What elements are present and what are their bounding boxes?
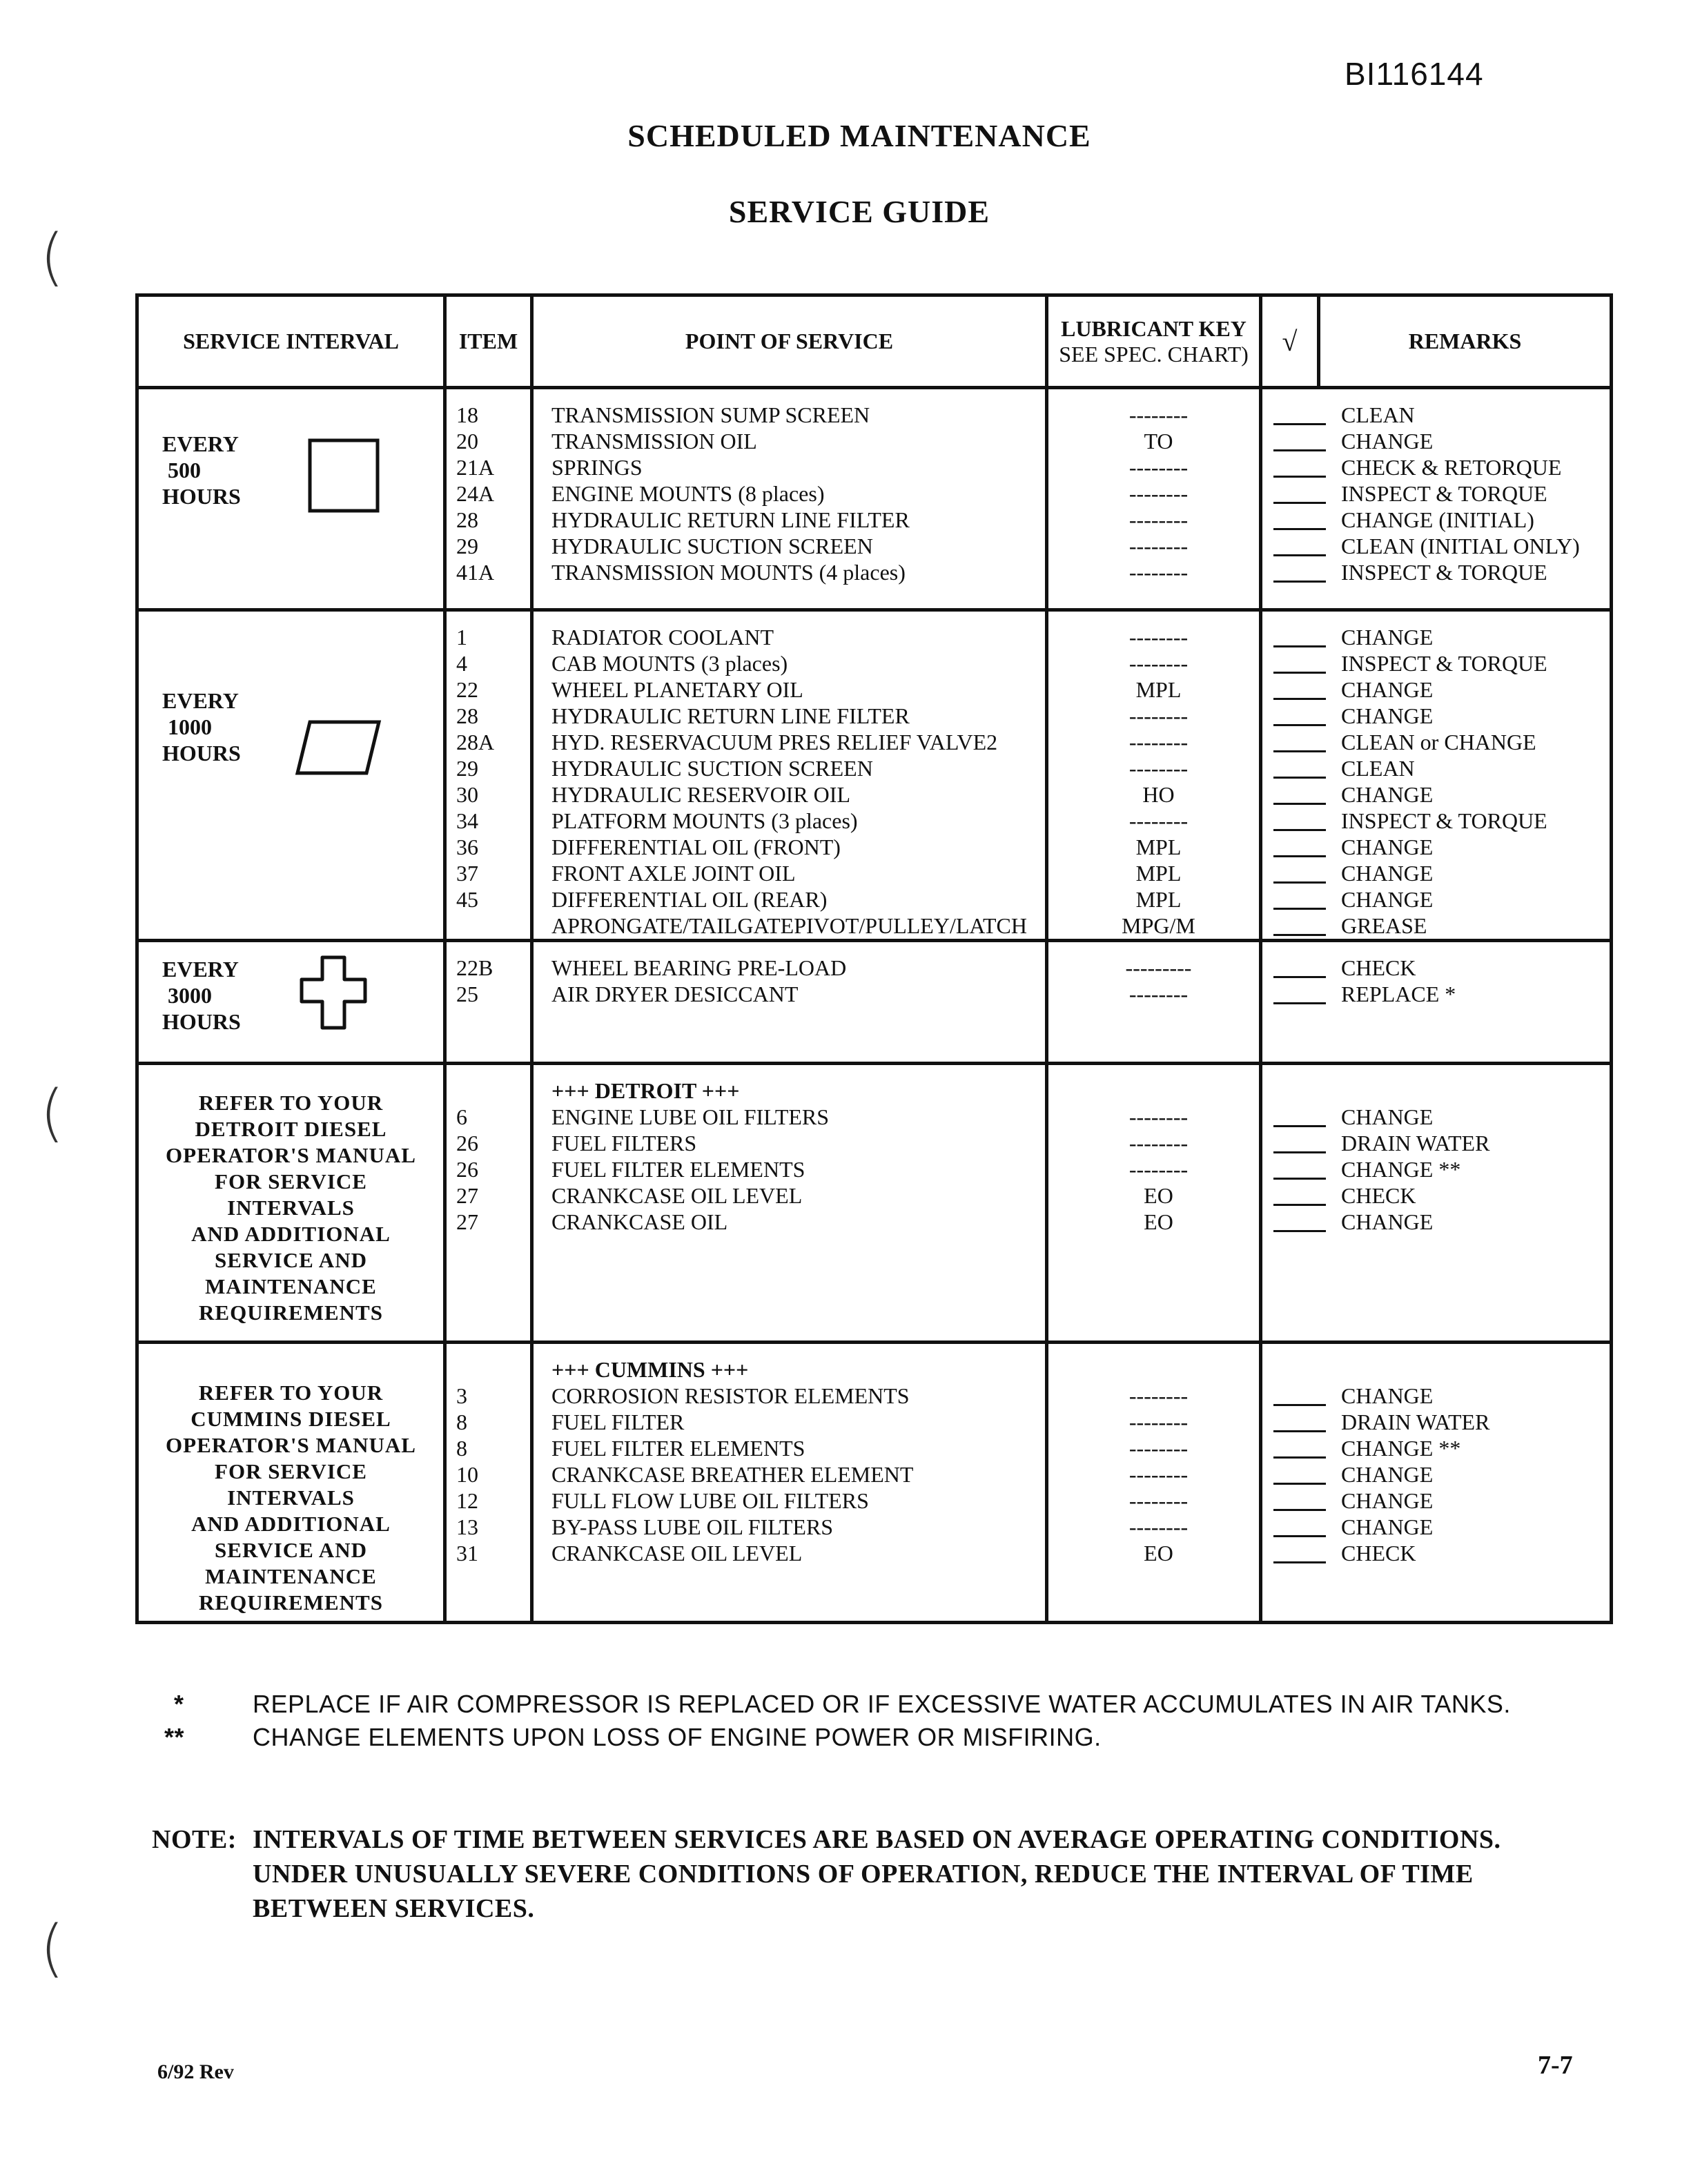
header-remarks: REMARKS	[1319, 295, 1612, 388]
square-icon	[307, 438, 382, 515]
item-number: 3	[456, 1383, 467, 1408]
item-number: 29	[456, 534, 478, 558]
remark: CHANGE	[1272, 624, 1610, 650]
item-number: 28A	[456, 730, 495, 754]
service-point: CRANKCASE OIL LEVEL	[551, 1183, 803, 1208]
remark: CHANGE	[1272, 860, 1610, 886]
service-point: FULL FLOW LUBE OIL FILTERS	[551, 1488, 869, 1513]
point-of-service-cell	[532, 388, 1047, 610]
lubricant-key: EO	[1144, 1183, 1173, 1208]
footnote-text: REPLACE IF AIR COMPRESSOR IS REPLACED OR IF EXCESSIVE WATER ACCUMULATES IN AIR TANKS.	[253, 1690, 1511, 1718]
service-point: FRONT AXLE JOINT OIL	[551, 861, 796, 886]
remarks-cell	[1261, 610, 1612, 941]
item-number: 12	[456, 1488, 478, 1513]
lubricant-key: --------	[1128, 1410, 1189, 1434]
item-number: 18	[456, 402, 478, 427]
service-point: HYDRAULIC SUCTION SCREEN	[551, 756, 873, 781]
service-point: CRANKCASE OIL	[551, 1209, 728, 1234]
lubricant-cell	[1047, 1064, 1261, 1343]
item-number: 28	[456, 507, 478, 532]
remark: CHANGE	[1272, 1209, 1610, 1235]
lubricant-key: MPL	[1135, 677, 1182, 702]
page-number: 7-7	[1538, 2051, 1573, 2080]
item-number: 22	[456, 677, 478, 702]
remarks-cell	[1261, 941, 1612, 1064]
item-number: 24A	[456, 481, 495, 506]
footnote-mark: *	[174, 1690, 184, 1718]
item-cell	[445, 610, 532, 941]
item-number: 34	[456, 808, 478, 833]
item-number: 45	[456, 887, 478, 912]
service-point: CAB MOUNTS (3 places)	[551, 651, 788, 676]
service-point: RADIATOR COOLANT	[551, 625, 774, 650]
lubricant-key: --------	[1128, 1488, 1189, 1513]
remarks-cell	[1261, 1064, 1612, 1343]
lubricant-key: HO	[1142, 782, 1175, 807]
page-subtitle: SERVICE GUIDE	[728, 194, 990, 229]
service-point: FUEL FILTER ELEMENTS	[551, 1157, 805, 1182]
service-point: CRANKCASE OIL LEVEL	[551, 1541, 803, 1566]
service-group-cummins	[137, 1343, 1612, 1623]
interval-label: EVERY 500 HOURS	[162, 431, 241, 509]
lubricant-key: --------	[1128, 507, 1189, 532]
item-number: 31	[456, 1541, 478, 1566]
remark: INSPECT & TORQUE	[1272, 480, 1610, 507]
remark: INSPECT & TORQUE	[1272, 808, 1610, 834]
interval-label: EVERY 3000 HOURS	[162, 957, 241, 1034]
service-point: WHEEL BEARING PRE-LOAD	[551, 955, 847, 980]
item-number: 29	[456, 756, 478, 781]
remark: CLEAN (INITIAL ONLY)	[1272, 533, 1610, 559]
footnote-text: CHANGE ELEMENTS UPON LOSS OF ENGINE POWER OR MISFIRING.	[253, 1723, 1102, 1751]
item-number: 27	[456, 1183, 478, 1208]
item-number: 36	[456, 835, 478, 859]
page-title: SCHEDULED MAINTENANCE	[627, 118, 1091, 153]
header-point-of-service: POINT OF SERVICE	[532, 295, 1047, 388]
lubricant-cell	[1047, 1343, 1261, 1623]
binding-mark: (	[40, 1912, 65, 1985]
lubricant-key: --------	[1128, 1157, 1189, 1182]
footnote-mark: **	[164, 1723, 185, 1751]
lubricant-key: --------	[1128, 1104, 1189, 1129]
lubricant-key: --------	[1128, 982, 1189, 1006]
remark: INSPECT & TORQUE	[1272, 650, 1610, 676]
remark: CHANGE (INITIAL)	[1272, 507, 1610, 533]
service-point: CORROSION RESISTOR ELEMENTS	[551, 1383, 910, 1408]
lubricant-key: --------	[1128, 560, 1189, 585]
item-cell	[445, 1343, 532, 1623]
header-service-interval: SERVICE INTERVAL	[137, 295, 445, 388]
remark: REPLACE *	[1272, 981, 1610, 1007]
remark: CLEAN	[1272, 755, 1610, 781]
remark: DRAIN WATER	[1272, 1409, 1610, 1435]
remark: CHECK	[1272, 955, 1610, 981]
lubricant-key: --------	[1128, 534, 1189, 558]
remark: CHANGE	[1272, 886, 1610, 913]
service-group-detroit	[137, 1064, 1612, 1343]
remark: CHANGE	[1272, 1461, 1610, 1488]
service-point: DIFFERENTIAL OIL (REAR)	[551, 887, 828, 912]
item-number: 26	[456, 1131, 478, 1156]
remark: CHANGE	[1272, 428, 1610, 454]
note-block	[152, 1822, 1601, 1926]
interval-label: EVERY 1000 HOURS	[162, 688, 241, 766]
item-number: 25	[456, 982, 478, 1006]
lubricant-key: ---------	[1125, 955, 1192, 980]
item-number: 21A	[456, 455, 495, 480]
lubricant-key: --------	[1128, 1131, 1189, 1156]
item-number: 20	[456, 429, 478, 454]
item-cell	[445, 388, 532, 610]
point-of-service-cell	[532, 610, 1047, 941]
remark: INSPECT & TORQUE	[1272, 559, 1610, 585]
remark: DRAIN WATER	[1272, 1130, 1610, 1156]
remark: CHANGE	[1272, 703, 1610, 729]
cross-icon	[299, 955, 368, 1032]
remark: CHANGE	[1272, 1383, 1610, 1409]
remark: CHANGE	[1272, 1514, 1610, 1540]
note-text: INTERVALS OF TIME BETWEEN SERVICES ARE BASED ON AVERAGE OPERATING CONDITIONS. UNDER UNUSUALLY SEVERE CONDITIONS OF OPERATION, REDUCE THE INTERVAL OF TIME BETWEEN SERVICES.	[253, 1825, 1501, 1923]
interval-cell	[137, 941, 445, 1064]
remarks-cell	[1261, 1343, 1612, 1623]
item-number: 27	[456, 1209, 478, 1234]
remark: CHANGE	[1272, 676, 1610, 703]
item-number: 41A	[456, 560, 495, 585]
remark: CHECK	[1272, 1540, 1610, 1566]
engine-subheading: +++ DETROIT +++	[551, 1078, 740, 1103]
header-item: ITEM	[445, 295, 532, 388]
item-number: 8	[456, 1410, 467, 1434]
lubricant-cell	[1047, 941, 1261, 1064]
service-point: CRANKCASE BREATHER ELEMENT	[551, 1462, 914, 1487]
table-header-row	[137, 295, 1612, 388]
lubricant-key: MPL	[1135, 835, 1182, 859]
item-cell	[445, 1064, 532, 1343]
service-point: TRANSMISSION SUMP SCREEN	[551, 402, 870, 427]
service-point: APRONGATE/TAILGATEPIVOT/PULLEY/LATCH	[551, 913, 1027, 938]
service-point: ENGINE LUBE OIL FILTERS	[551, 1104, 830, 1129]
lubricant-key: --------	[1128, 651, 1189, 676]
footnote	[174, 1690, 1511, 1719]
service-point: PLATFORM MOUNTS (3 places)	[551, 808, 858, 833]
remark: CLEAN	[1272, 402, 1610, 428]
remark: CHANGE **	[1272, 1156, 1610, 1182]
binding-mark: (	[40, 221, 65, 293]
binding-mark: (	[40, 1077, 65, 1149]
lubricant-key: --------	[1128, 1514, 1189, 1539]
lubricant-cell	[1047, 610, 1261, 941]
remark: CHANGE	[1272, 834, 1610, 860]
item-number: 10	[456, 1462, 478, 1487]
header-lubricant-line2: SEE SPEC. CHART)	[1059, 341, 1249, 367]
item-number: 28	[456, 703, 478, 728]
service-point: FUEL FILTERS	[551, 1131, 697, 1156]
lubricant-key: TO	[1144, 429, 1173, 454]
parallelogram-icon	[295, 718, 384, 777]
item-number: 37	[456, 861, 478, 886]
service-point: BY-PASS LUBE OIL FILTERS	[551, 1514, 834, 1539]
remarks-cell	[1261, 388, 1612, 610]
service-point: TRANSMISSION MOUNTS (4 places)	[551, 560, 906, 585]
remark: CHANGE	[1272, 1488, 1610, 1514]
engine-subheading: +++ CUMMINS +++	[551, 1357, 749, 1382]
service-point: AIR DRYER DESICCANT	[551, 982, 799, 1006]
header-check: √	[1261, 295, 1319, 388]
interval-cell	[137, 1343, 445, 1623]
service-point: HYDRAULIC SUCTION SCREEN	[551, 534, 873, 558]
service-group-3000	[137, 941, 1612, 1064]
service-group-1000	[137, 610, 1612, 941]
service-point: HYDRAULIC RETURN LINE FILTER	[551, 507, 910, 532]
remark: CHECK	[1272, 1182, 1610, 1209]
service-point: SPRINGS	[551, 455, 643, 480]
remark: CHANGE	[1272, 1104, 1610, 1130]
interval-label: REFER TO YOUR DETROIT DIESEL OPERATOR'S MANUAL FOR SERVICE INTERVALS AND ADDITIONAL SERVICE AND MAINTENANCE REQUIREMENTS	[166, 1091, 416, 1325]
lubricant-key: --------	[1128, 455, 1189, 480]
footnote	[164, 1723, 1102, 1752]
revision-label: 6/92 Rev	[157, 2060, 234, 2083]
lubricant-key: --------	[1128, 1462, 1189, 1487]
remark: CHANGE **	[1272, 1435, 1610, 1461]
note-label: NOTE:	[152, 1825, 237, 1854]
service-point: ENGINE MOUNTS (8 places)	[551, 481, 825, 506]
service-point: HYD. RESERVACUUM PRES RELIEF VALVE2	[551, 730, 998, 754]
lubricant-key: --------	[1128, 402, 1189, 427]
lubricant-key: --------	[1128, 756, 1189, 781]
service-point: HYDRAULIC RESERVOIR OIL	[551, 782, 850, 807]
item-number: 4	[456, 651, 467, 676]
service-point: TRANSMISSION OIL	[551, 429, 757, 454]
lubricant-key: MPL	[1135, 861, 1182, 886]
point-of-service-cell	[532, 941, 1047, 1064]
item-number: 26	[456, 1157, 478, 1182]
service-point: FUEL FILTER ELEMENTS	[551, 1436, 805, 1461]
remark: CLEAN or CHANGE	[1272, 729, 1610, 755]
lubricant-key: --------	[1128, 808, 1189, 833]
lubricant-key: --------	[1128, 481, 1189, 506]
lubricant-key: MPL	[1135, 887, 1182, 912]
remark: CHECK & RETORQUE	[1272, 454, 1610, 480]
point-of-service-cell	[532, 1064, 1047, 1343]
item-cell	[445, 941, 532, 1064]
service-point: DIFFERENTIAL OIL (FRONT)	[551, 835, 841, 859]
remark: GREASE	[1272, 913, 1610, 939]
item-number	[456, 913, 530, 939]
header-lubricant-line1: LUBRICANT KEY	[1061, 315, 1247, 341]
interval-label: REFER TO YOUR CUMMINS DIESEL OPERATOR'S MANUAL FOR SERVICE INTERVALS AND ADDITIONAL SERVICE AND MAINTENANCE REQUIREMENTS	[166, 1381, 416, 1615]
service-point: FUEL FILTER	[551, 1410, 685, 1434]
remark: CHANGE	[1272, 781, 1610, 808]
item-number: 22B	[456, 955, 493, 980]
lubricant-key: --------	[1128, 730, 1189, 754]
service-point: HYDRAULIC RETURN LINE FILTER	[551, 703, 910, 728]
lubricant-cell	[1047, 388, 1261, 610]
lubricant-key: --------	[1128, 703, 1189, 728]
lubricant-key: --------	[1128, 625, 1189, 650]
service-guide-table	[135, 293, 1613, 1624]
item-number: 1	[456, 625, 467, 650]
lubricant-key: EO	[1144, 1209, 1173, 1234]
lubricant-key: EO	[1144, 1541, 1173, 1566]
service-group-500	[137, 388, 1612, 610]
header-lubricant-key	[1047, 295, 1261, 388]
interval-cell	[137, 610, 445, 941]
document-id: BI116144	[1345, 56, 1484, 92]
interval-cell	[137, 388, 445, 610]
interval-cell	[137, 1064, 445, 1343]
lubricant-key: MPG/M	[1122, 913, 1195, 938]
item-number: 30	[456, 782, 478, 807]
lubricant-key: --------	[1128, 1383, 1189, 1408]
item-number: 13	[456, 1514, 478, 1539]
lubricant-key: --------	[1128, 1436, 1189, 1461]
item-number: 6	[456, 1104, 467, 1129]
item-number: 8	[456, 1436, 467, 1461]
point-of-service-cell	[532, 1343, 1047, 1623]
service-point: WHEEL PLANETARY OIL	[551, 677, 803, 702]
